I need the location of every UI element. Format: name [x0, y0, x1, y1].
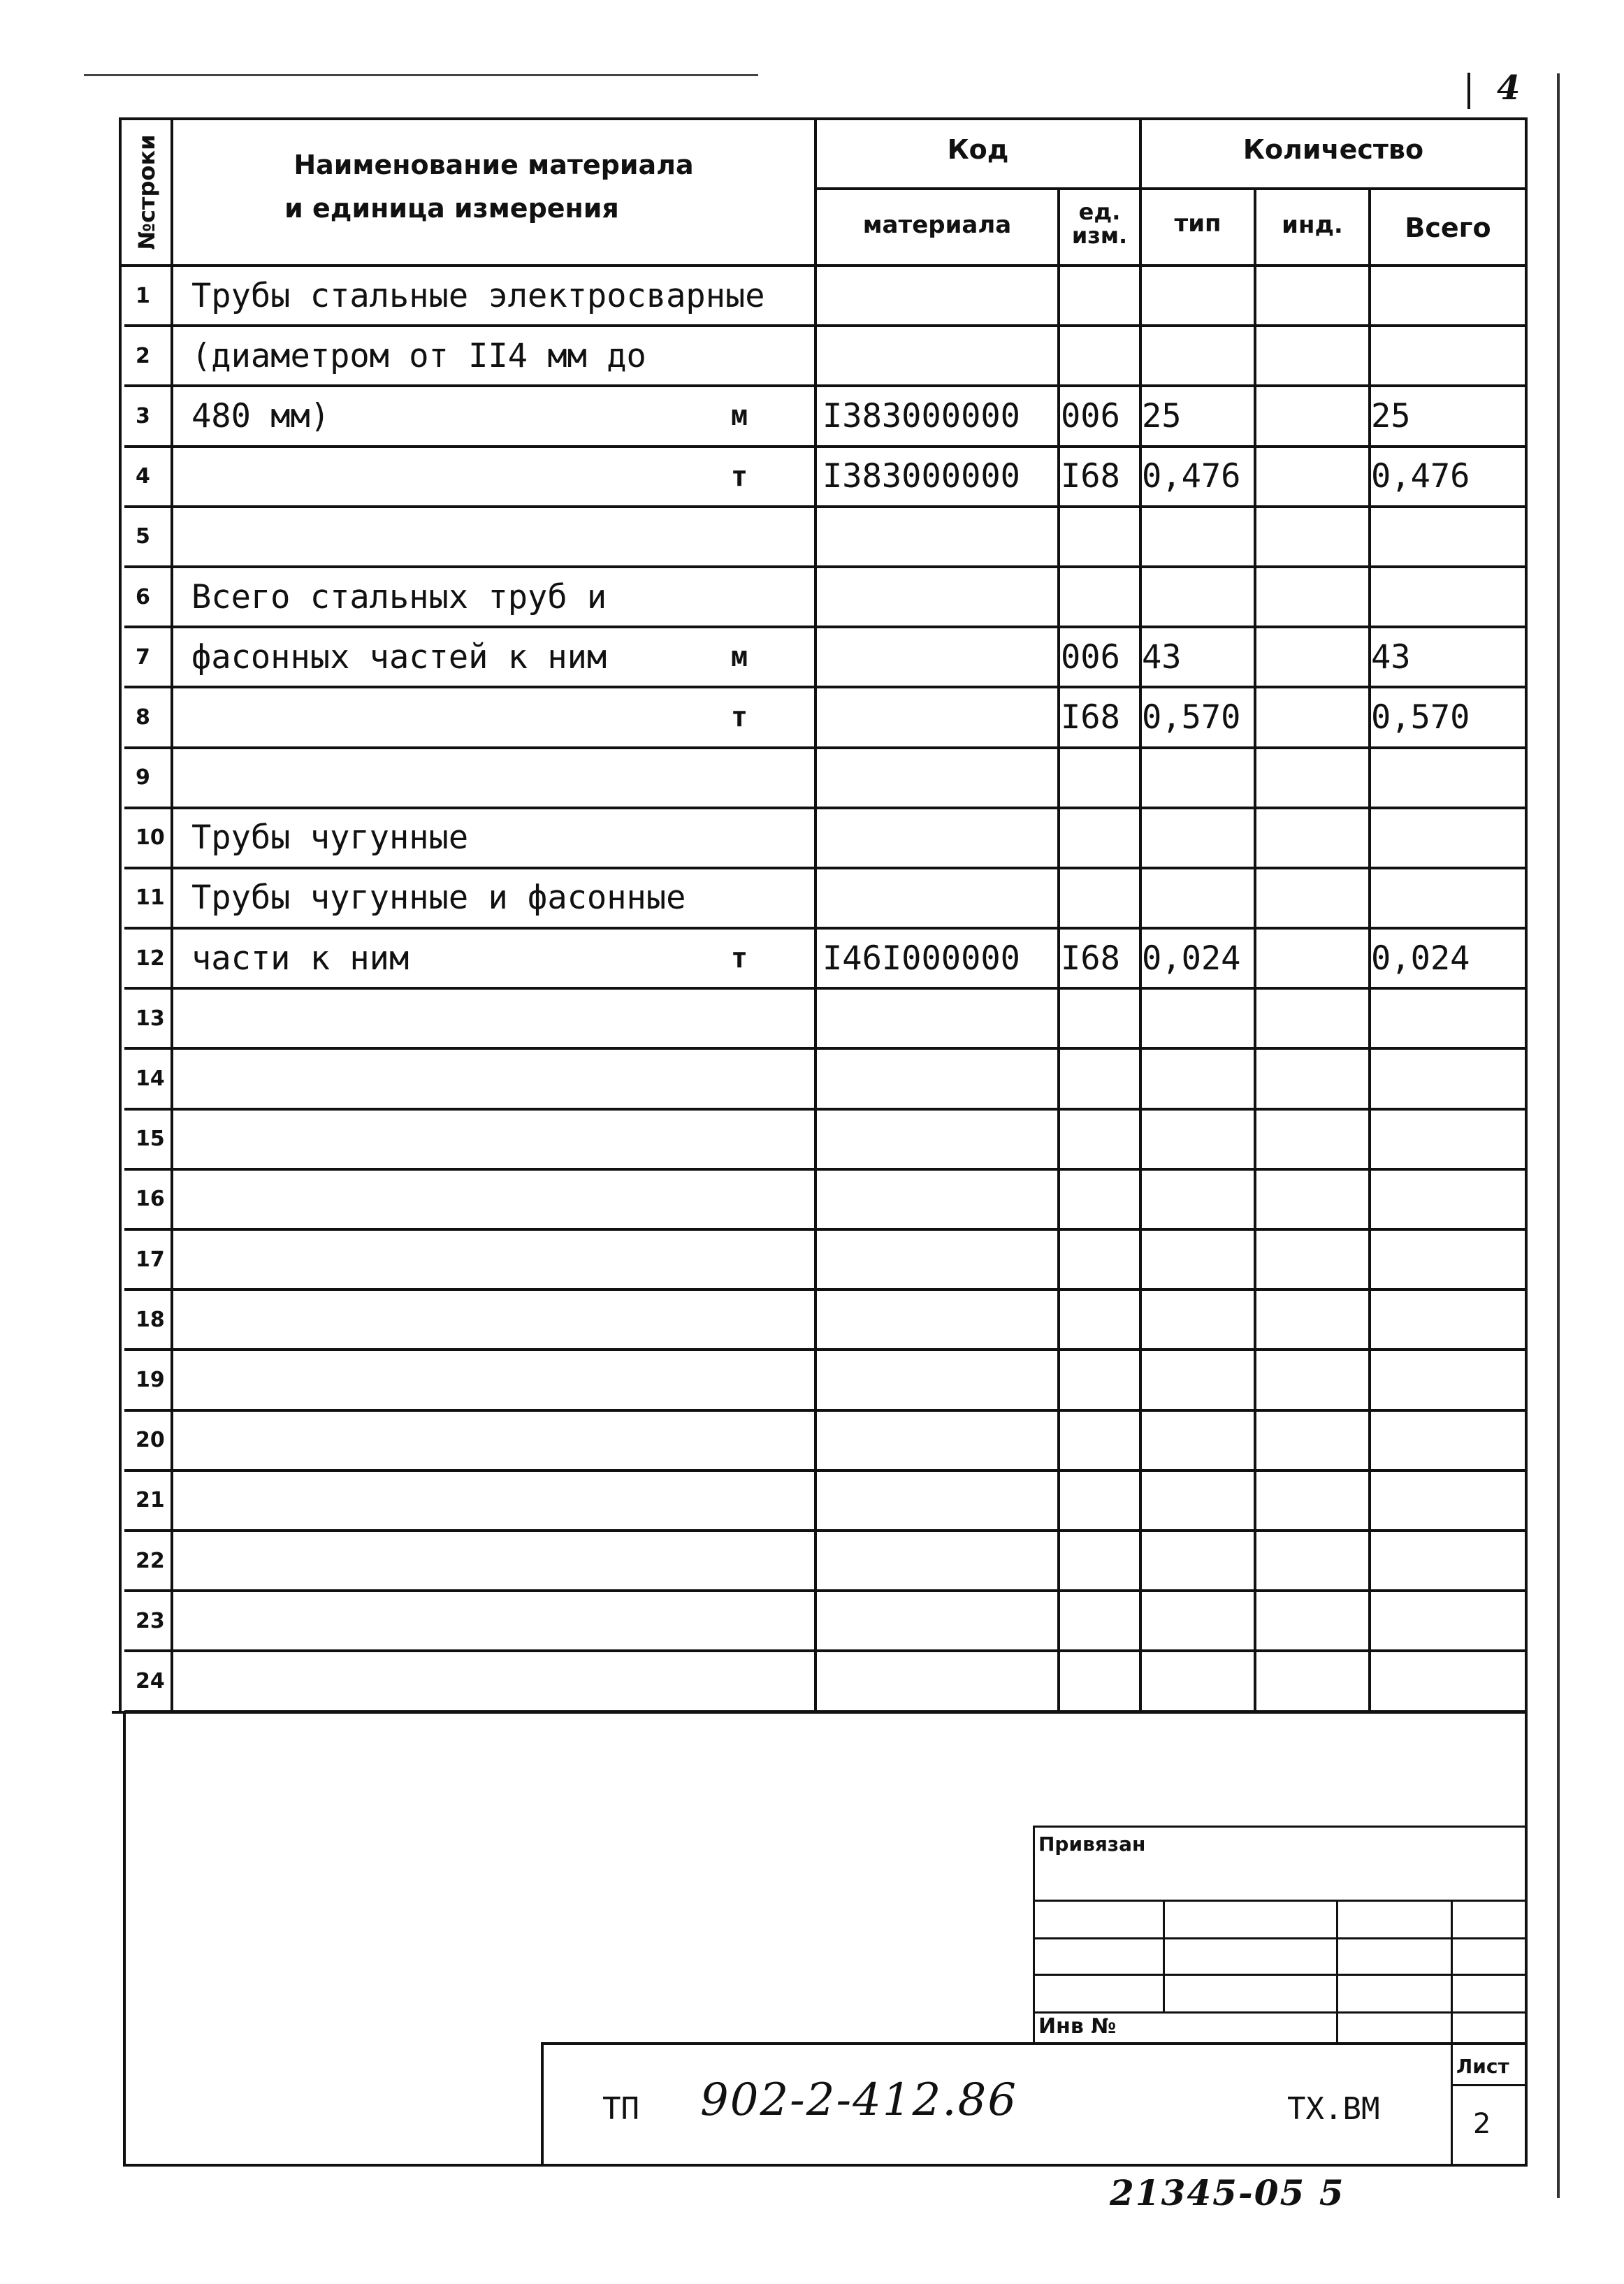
cell-name — [191, 508, 751, 565]
cell-code — [822, 1351, 1063, 1408]
top-rule — [84, 74, 758, 76]
cell-type — [1142, 1050, 1256, 1107]
page-number-tick — [1467, 73, 1470, 109]
cell-unit — [1061, 327, 1139, 384]
cell-ind — [1256, 1652, 1371, 1710]
cell-total — [1371, 1291, 1525, 1348]
sheet-number: 2 — [1473, 2108, 1491, 2140]
table-row — [124, 930, 1525, 990]
cell-ind — [1256, 1231, 1371, 1288]
cell-type — [1142, 1412, 1256, 1469]
cell-u — [704, 749, 774, 807]
cell-ind — [1256, 568, 1371, 626]
cell-ind — [1256, 1291, 1371, 1348]
table-row — [124, 1532, 1525, 1592]
cell-n: 3 — [136, 403, 150, 428]
cell-u — [704, 1291, 774, 1348]
cell-u — [704, 869, 774, 927]
cell-unit: 006 — [1061, 637, 1120, 677]
cell-u: м — [730, 641, 748, 674]
cell-name — [191, 688, 751, 746]
cell-unit — [1061, 1231, 1139, 1288]
cell-n: 14 — [136, 1067, 165, 1092]
table-row — [124, 267, 1525, 327]
cell-code — [822, 1291, 1063, 1348]
cell-name: Трубы чугунные и фасонные — [191, 879, 686, 918]
cell-ind — [1256, 869, 1371, 927]
cell-u — [704, 1231, 774, 1288]
cell-name — [191, 749, 751, 807]
cell-type — [1142, 1291, 1256, 1348]
table-row — [124, 1231, 1525, 1291]
table-row — [124, 568, 1525, 628]
cell-u — [704, 508, 774, 565]
cell-type — [1142, 749, 1256, 807]
cell-u — [704, 809, 774, 867]
cell-type — [1142, 568, 1256, 626]
cell-type: 0,476 — [1142, 457, 1241, 496]
table-row — [124, 1171, 1525, 1231]
cell-type — [1142, 1652, 1256, 1710]
cell-code — [822, 1592, 1063, 1649]
cell-type — [1142, 1231, 1256, 1288]
cell-code — [822, 1171, 1063, 1228]
cell-u — [704, 1412, 774, 1469]
cell-name — [191, 1231, 751, 1288]
cell-code — [822, 1652, 1063, 1710]
sheet-label: Лист — [1456, 2055, 1509, 2078]
cell-n: 19 — [136, 1367, 165, 1392]
cell-name — [191, 1652, 751, 1710]
right-page-edge — [1557, 73, 1560, 2198]
cell-code — [822, 568, 1063, 626]
cell-n: 20 — [136, 1428, 165, 1453]
cell-ind — [1256, 1111, 1371, 1168]
cell-unit: 006 — [1061, 396, 1120, 435]
cell-n: 11 — [136, 886, 165, 911]
cell-code — [822, 1231, 1063, 1288]
cell-code: I383000000 — [822, 396, 1020, 435]
table-row — [124, 628, 1525, 688]
cell-type: 43 — [1142, 637, 1182, 677]
cell-unit — [1061, 1050, 1139, 1107]
cell-total — [1371, 869, 1525, 927]
cell-u — [704, 1111, 774, 1168]
cell-u — [704, 267, 774, 324]
cell-n: 9 — [136, 765, 150, 790]
table-row — [124, 1351, 1525, 1411]
cell-total — [1371, 1652, 1525, 1710]
cell-name — [191, 1171, 751, 1228]
cell-n: 8 — [136, 704, 150, 730]
cell-total — [1371, 1412, 1525, 1469]
cell-total — [1371, 990, 1525, 1047]
col-name-header-line1: Наименование материала — [293, 150, 694, 180]
table-row — [124, 1291, 1525, 1351]
cell-u — [704, 1532, 774, 1589]
cell-ind — [1256, 508, 1371, 565]
cell-name — [191, 990, 751, 1047]
col-name-header-line2: и единица измерения — [284, 193, 619, 224]
col-row-number-header: №строки — [133, 134, 160, 250]
table-row — [124, 508, 1525, 568]
cell-ind — [1256, 448, 1371, 505]
cell-code — [822, 749, 1063, 807]
cell-code — [822, 990, 1063, 1047]
cell-u — [704, 990, 774, 1047]
col-quantity-header: Количество — [1242, 134, 1424, 165]
cell-unit — [1061, 1111, 1139, 1168]
cell-code — [822, 508, 1063, 565]
cell-u — [704, 568, 774, 626]
cell-unit: I68 — [1061, 457, 1120, 496]
cell-type — [1142, 869, 1256, 927]
page-number: 4 — [1497, 68, 1521, 108]
cell-total — [1371, 327, 1525, 384]
cell-n: 6 — [136, 584, 150, 609]
cell-u — [704, 327, 774, 384]
cell-n: 24 — [136, 1668, 165, 1693]
cell-total — [1371, 749, 1525, 807]
cell-type: 0,024 — [1142, 939, 1241, 978]
cell-n: 21 — [136, 1488, 165, 1513]
cell-total: 43 — [1371, 637, 1411, 677]
table-row — [124, 749, 1525, 809]
table-row — [124, 1050, 1525, 1110]
cell-code — [822, 1050, 1063, 1107]
cell-total: 0,476 — [1371, 457, 1470, 496]
cell-unit — [1061, 568, 1139, 626]
cell-code — [822, 628, 1063, 686]
cell-unit — [1061, 1592, 1139, 1649]
table-row — [124, 990, 1525, 1050]
cell-name: фасонных частей к ним — [191, 637, 607, 677]
cell-u: т — [730, 701, 748, 734]
cell-unit — [1061, 1171, 1139, 1228]
table-row — [124, 688, 1525, 749]
cell-type — [1142, 1532, 1256, 1589]
cell-code: I383000000 — [822, 457, 1020, 496]
cell-code — [822, 1412, 1063, 1469]
cell-name — [191, 1592, 751, 1649]
cell-n: 16 — [136, 1187, 165, 1212]
cell-ind — [1256, 1412, 1371, 1469]
cell-n: 15 — [136, 1127, 165, 1152]
table-row — [124, 1472, 1525, 1532]
doc-prefix: ТП — [602, 2091, 639, 2127]
cell-u — [704, 1592, 774, 1649]
cell-code: I46I000000 — [822, 939, 1020, 978]
cell-code — [822, 869, 1063, 927]
cell-ind — [1256, 809, 1371, 867]
cell-name: 480 мм) — [191, 396, 331, 435]
cell-n: 23 — [136, 1608, 165, 1633]
cell-total — [1371, 1532, 1525, 1589]
cell-code — [822, 1472, 1063, 1529]
cell-unit — [1061, 1351, 1139, 1408]
cell-n: 13 — [136, 1006, 165, 1031]
cell-total — [1371, 1231, 1525, 1288]
cell-code — [822, 809, 1063, 867]
cell-type — [1142, 267, 1256, 324]
table-row — [124, 869, 1525, 930]
table-row — [124, 327, 1525, 387]
cell-type — [1142, 1171, 1256, 1228]
cell-unit — [1061, 1532, 1139, 1589]
cell-type — [1142, 1351, 1256, 1408]
cell-name — [191, 1111, 751, 1168]
cell-u: м — [730, 400, 748, 433]
cell-unit: I68 — [1061, 698, 1120, 737]
doc-number: 902-2-412.86 — [700, 2074, 1018, 2126]
cell-unit — [1061, 1472, 1139, 1529]
cell-u — [704, 1171, 774, 1228]
cell-total — [1371, 568, 1525, 626]
col-code-header: Код — [947, 134, 1009, 165]
cell-total: 0,570 — [1371, 698, 1470, 737]
col-total-header: Всего — [1405, 212, 1491, 243]
cell-ind — [1256, 267, 1371, 324]
cell-n: 17 — [136, 1247, 165, 1272]
cell-type: 25 — [1142, 396, 1182, 435]
cell-ind — [1256, 1472, 1371, 1529]
cell-u — [704, 1472, 774, 1529]
cell-ind — [1256, 688, 1371, 746]
cell-name — [191, 1472, 751, 1529]
cell-ind — [1256, 1351, 1371, 1408]
cell-n: 12 — [136, 946, 165, 971]
cell-u: т — [730, 460, 748, 493]
cell-n: 18 — [136, 1307, 165, 1332]
cell-ind — [1256, 327, 1371, 384]
inv-no-label: Инв № — [1038, 2014, 1117, 2039]
cell-name: Трубы чугунные — [191, 818, 469, 858]
cell-u — [704, 1351, 774, 1408]
cell-total — [1371, 1351, 1525, 1408]
cell-unit — [1061, 749, 1139, 807]
cell-type — [1142, 1111, 1256, 1168]
table-row — [124, 809, 1525, 869]
table-body — [124, 267, 1525, 1713]
cell-name — [191, 1412, 751, 1469]
cell-code — [822, 327, 1063, 384]
cell-total — [1371, 1111, 1525, 1168]
table-row — [124, 1111, 1525, 1171]
cell-name: Трубы стальные электросварные — [191, 276, 765, 315]
cell-type — [1142, 1472, 1256, 1529]
table-row — [124, 387, 1525, 447]
cell-name: Всего стальных труб и — [191, 577, 607, 616]
cell-unit — [1061, 809, 1139, 867]
cell-name — [191, 1050, 751, 1107]
cell-code — [822, 267, 1063, 324]
cell-ind — [1256, 749, 1371, 807]
cell-n: 7 — [136, 644, 150, 670]
cell-name — [191, 1532, 751, 1589]
archive-number: 21345-05 5 — [1110, 2172, 1345, 2213]
table-row — [124, 448, 1525, 508]
cell-unit — [1061, 508, 1139, 565]
cell-type — [1142, 809, 1256, 867]
cell-u: т — [730, 942, 748, 975]
col-material-header: материала — [862, 211, 1012, 239]
cell-type: 0,570 — [1142, 698, 1241, 737]
cell-ind — [1256, 387, 1371, 444]
cell-name — [191, 448, 751, 505]
cell-unit — [1061, 1291, 1139, 1348]
cell-type — [1142, 990, 1256, 1047]
cell-name: (диаметром от II4 мм до — [191, 336, 646, 375]
cell-unit — [1061, 869, 1139, 927]
cell-unit — [1061, 1652, 1139, 1710]
cell-name — [191, 1351, 751, 1408]
cell-code — [822, 688, 1063, 746]
cell-name: части к ним — [191, 939, 409, 978]
cell-total — [1371, 809, 1525, 867]
cell-unit — [1061, 1412, 1139, 1469]
cell-unit — [1061, 990, 1139, 1047]
table-row — [124, 1412, 1525, 1472]
cell-code — [822, 1111, 1063, 1168]
cell-ind — [1256, 1592, 1371, 1649]
cell-n: 4 — [136, 464, 150, 489]
cell-ind — [1256, 930, 1371, 987]
col-ind-header: инд. — [1282, 211, 1343, 239]
cell-total — [1371, 1171, 1525, 1228]
cell-type — [1142, 1592, 1256, 1649]
cell-total — [1371, 267, 1525, 324]
cell-ind — [1256, 1171, 1371, 1228]
col-type-header: тип — [1174, 210, 1221, 238]
cell-ind — [1256, 628, 1371, 686]
cell-type — [1142, 508, 1256, 565]
privyazan-label: Привязан — [1038, 1833, 1146, 1856]
cell-total: 0,024 — [1371, 939, 1470, 978]
cell-n: 10 — [136, 825, 165, 851]
cell-ind — [1256, 1532, 1371, 1589]
cell-n: 1 — [136, 283, 150, 308]
doc-section: ТХ.ВМ — [1287, 2091, 1380, 2127]
table-row — [124, 1592, 1525, 1652]
cell-total — [1371, 1592, 1525, 1649]
cell-u — [704, 1652, 774, 1710]
col-unit-header: ед. изм. — [1071, 198, 1128, 249]
cell-total — [1371, 1472, 1525, 1529]
cell-unit: I68 — [1061, 939, 1120, 978]
cell-ind — [1256, 990, 1371, 1047]
cell-n: 5 — [136, 524, 150, 549]
cell-total: 25 — [1371, 396, 1411, 435]
cell-code — [822, 1532, 1063, 1589]
cell-total — [1371, 508, 1525, 565]
cell-name — [191, 1291, 751, 1348]
cell-n: 2 — [136, 343, 150, 368]
table-row — [124, 1652, 1525, 1712]
cell-unit — [1061, 267, 1139, 324]
cell-type — [1142, 327, 1256, 384]
cell-ind — [1256, 1050, 1371, 1107]
cell-total — [1371, 1050, 1525, 1107]
cell-n: 22 — [136, 1548, 165, 1573]
cell-u — [704, 1050, 774, 1107]
